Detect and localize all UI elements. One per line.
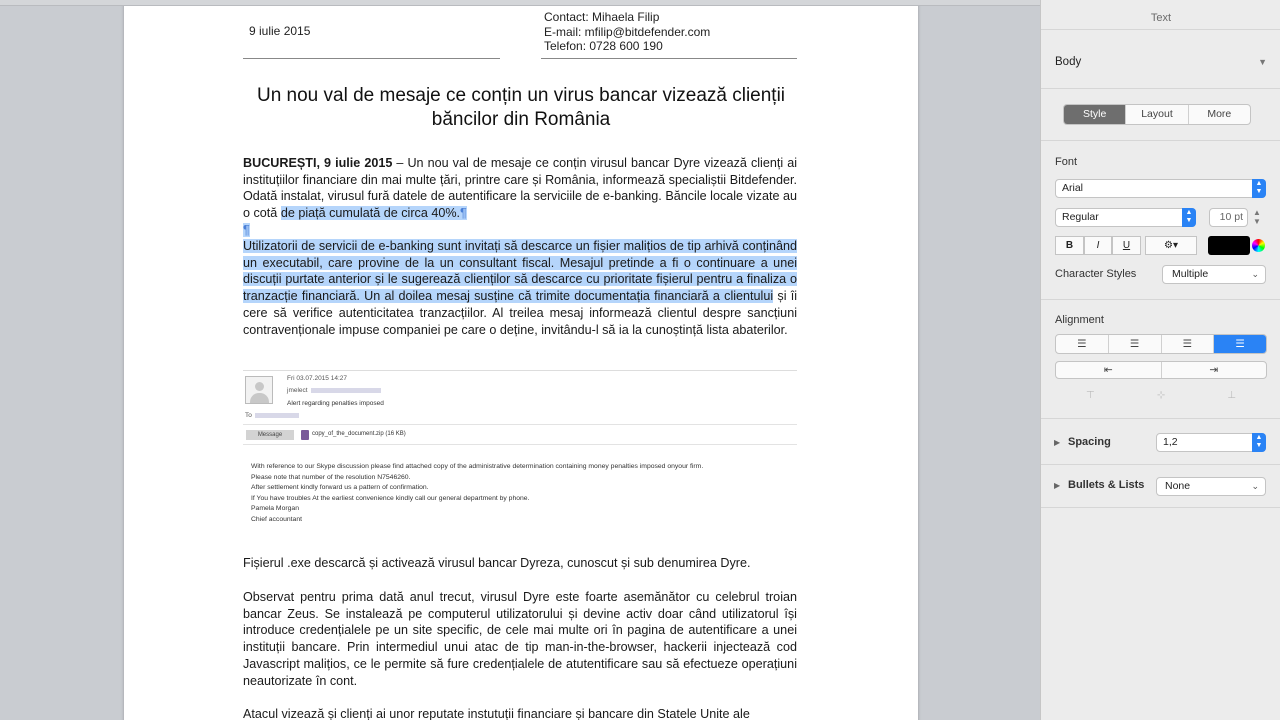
- paragraph-2[interactable]: [243, 238, 797, 338]
- email-message-tab: Message: [246, 430, 294, 440]
- inspector-title: Text: [1041, 6, 1280, 30]
- paragraph-2-text: și îi cere să verifice autenticitatea tranzacțiilor. Al treilea mesaj informează clientul despre sancțiuni contravenționale impuse companiei pe care o deține, invitându-l să ia la cunoștință lista abaterilor.: [243, 289, 798, 337]
- font-size-field[interactable]: 10 pt: [1209, 208, 1248, 227]
- header-rule-right: [541, 58, 797, 59]
- bullets-lists-label[interactable]: Bullets & Lists: [1068, 479, 1145, 491]
- font-family-select[interactable]: [1055, 179, 1266, 198]
- email-attachment: copy_of_the_document.zip (16 KB): [312, 431, 406, 437]
- divider: [1041, 88, 1280, 89]
- font-section-label: Font: [1055, 156, 1078, 168]
- inspector-tabs: [1063, 104, 1251, 125]
- pilcrow-mark: ¶: [460, 206, 467, 221]
- header-date: 9 iulie 2015: [249, 24, 311, 38]
- paragraph-5[interactable]: Atacul vizează și clienți ai unor reputate instutuții financiare și bancare din Statele Unite ale: [243, 707, 750, 720]
- italic-button[interactable]: I: [1084, 236, 1112, 255]
- document-canvas[interactable]: [0, 6, 1040, 720]
- align-justify-icon[interactable]: ☰: [1214, 335, 1266, 353]
- font-weight-value: Regular: [1062, 211, 1099, 223]
- document-title[interactable]: [243, 84, 799, 132]
- updown-arrows-icon: ▲ ▼: [1252, 179, 1266, 198]
- email-from-label: jmelect: [287, 387, 308, 394]
- header-contact: [544, 10, 710, 54]
- color-wheel-icon[interactable]: [1252, 239, 1265, 252]
- email-body-line: Pamela Morgan: [251, 505, 299, 513]
- pilcrow-mark-empty: ¶: [243, 222, 250, 237]
- font-size-stepper[interactable]: ▲ ▼: [1253, 208, 1261, 226]
- spacing-disclosure-icon[interactable]: ▶: [1054, 438, 1061, 447]
- align-middle-icon[interactable]: ⊹: [1156, 390, 1166, 401]
- align-top-icon[interactable]: ⊤: [1085, 390, 1095, 401]
- alignment-segment: [1055, 334, 1267, 354]
- email-date: Fri 03.07.2015 14:27: [287, 375, 347, 382]
- format-inspector: [1040, 0, 1280, 720]
- selected-text-2: Utilizatorii de servicii de e-banking sunt invitați să descarce un fișier malițios de tip arhivă conținând un executabil, care provine de la un consultant fiscal. Mesajul pretinde a fi o continuare a unei discuții purtate anterior și le sugerează clienților să descarce cu prioritate fișierul pentru a finaliza o tranzacție financiară. Un al doilea mesaj susține că trimite documentația financiară a clientului: [243, 239, 797, 304]
- updown-arrows-icon: ▲ ▼: [1182, 208, 1196, 227]
- alignment-label: Alignment: [1055, 314, 1104, 326]
- redacted-recipient: [255, 413, 299, 418]
- email-body-line: Chief accountant: [251, 515, 303, 523]
- divider: [1041, 464, 1280, 465]
- chevron-down-icon: ▼: [1258, 57, 1267, 67]
- email-body-line: After settlement kindly forward us a pattern of confirmation.: [251, 484, 429, 492]
- underline-button[interactable]: U: [1112, 236, 1141, 255]
- bullets-lists-select[interactable]: [1156, 477, 1266, 496]
- email-body-line: Please note that number of the resolution N7546260.: [251, 473, 411, 481]
- bullets-disclosure-icon[interactable]: ▶: [1054, 481, 1061, 490]
- character-styles-label: Character Styles: [1055, 268, 1137, 280]
- paragraph-1[interactable]: [243, 155, 797, 239]
- text-options-gear-button[interactable]: ⚙▾: [1145, 236, 1197, 255]
- avatar: [245, 376, 273, 404]
- redacted-sender: [311, 388, 381, 393]
- chevron-down-icon: ⌄: [1251, 269, 1259, 279]
- character-styles-value: Multiple: [1172, 268, 1209, 280]
- header-rule-left: [243, 58, 500, 59]
- paragraph-3[interactable]: Fișierul .exe descarcă și activează virusul bancar Dyreza, cunoscut și sub denumirea Dyre.: [243, 556, 751, 570]
- vertical-align-row: [1055, 390, 1267, 401]
- paragraph-1-text: – Un nou val de mesaje ce conțin virusul bancar Dyre vizează clienți ai instituțiilor financiare din mai multe țări, printre care și România, informează specialiștii Bitdefender. Odată instalat, virusul fură datele de autentificare la serviciile de e-banking. Băncile locale vizate au o cotă: [243, 156, 797, 221]
- character-styles-select[interactable]: [1162, 265, 1266, 284]
- zip-file-icon: [301, 430, 309, 440]
- email-to-label: To: [245, 412, 252, 419]
- tab-layout[interactable]: Layout: [1126, 105, 1188, 124]
- align-right-icon[interactable]: ☰: [1162, 335, 1215, 353]
- spacing-select[interactable]: [1156, 433, 1266, 452]
- email-to: [245, 412, 299, 419]
- email-top-rule: [243, 370, 797, 371]
- bold-button[interactable]: B: [1055, 236, 1084, 255]
- email-body-line: If You have troubles At the earliest convenience kindly call our general department by phone.: [251, 494, 530, 502]
- align-left-icon[interactable]: ☰: [1056, 335, 1109, 353]
- indent-segment: [1055, 361, 1267, 379]
- font-family-value: Arial: [1062, 182, 1084, 194]
- document-page[interactable]: [124, 6, 918, 720]
- paragraph-style-value: Body: [1055, 56, 1082, 68]
- email-subject: Alert regarding penalties imposed: [287, 400, 384, 407]
- font-weight-select[interactable]: [1055, 208, 1196, 227]
- tab-more[interactable]: More: [1207, 108, 1232, 120]
- divider: [1041, 299, 1280, 300]
- contact-email: E-mail: mfilip@bitdefender.com: [544, 24, 711, 39]
- contact-name: Contact: Mihaela Filip: [544, 10, 660, 24]
- spacing-label[interactable]: Spacing: [1068, 436, 1111, 448]
- title-line-1: Un nou val de mesaje ce conțin un virus bancar vizează clienții: [256, 85, 786, 106]
- align-center-icon[interactable]: ☰: [1109, 335, 1162, 353]
- divider: [1041, 418, 1280, 419]
- align-bottom-icon[interactable]: ⊥: [1227, 390, 1237, 401]
- spacing-value: 1,2: [1163, 436, 1178, 448]
- contact-phone: Telefon: 0728 600 190: [544, 39, 663, 53]
- increase-indent-icon[interactable]: ⇥: [1209, 364, 1219, 376]
- tab-style[interactable]: Style: [1064, 105, 1126, 124]
- email-from: [287, 387, 381, 394]
- bullets-lists-value: None: [1165, 480, 1191, 492]
- text-color-well[interactable]: [1208, 236, 1250, 255]
- paragraph-4[interactable]: Observat pentru prima dată anul trecut, virusul Dyre este foarte asemănător cu celebrul troian bancar Zeus. Se instalează pe computerul utilizatorului și devine activ doar când utilizatorul își introduce credențialele pe un site specific, de cele mai multe ori în pagina de autentificare a unei instituții bancare. Prin intermediul unui atac de tip man-in-the-browser, hackerii injectează cod Javascript malițios, ce le permite să fure credențialele de atutentificare sau să efectueze operațiuni neautorizate în cont.: [243, 590, 797, 688]
- email-rule: [243, 424, 797, 425]
- email-rule-2: [243, 444, 797, 445]
- chevron-down-icon: ⌄: [1251, 481, 1259, 491]
- email-body-line: With reference to our Skype discussion please find attached copy of the administrative determination containing money penalties imposed onyour firm.: [251, 463, 704, 470]
- email-body: [251, 462, 703, 526]
- decrease-indent-icon[interactable]: ⇤: [1056, 362, 1162, 378]
- email-screenshot-image: [243, 370, 797, 530]
- selected-text-1: de piață cumulată de circa 40%.: [280, 206, 461, 221]
- dateline: BUCUREȘTI, 9 iulie 2015: [243, 156, 393, 170]
- updown-arrows-icon: ▲ ▼: [1252, 433, 1266, 452]
- divider: [1041, 507, 1280, 508]
- title-line-2: băncilor din România: [431, 109, 611, 130]
- divider: [1041, 140, 1280, 141]
- paragraph-style-picker[interactable]: [1055, 46, 1267, 78]
